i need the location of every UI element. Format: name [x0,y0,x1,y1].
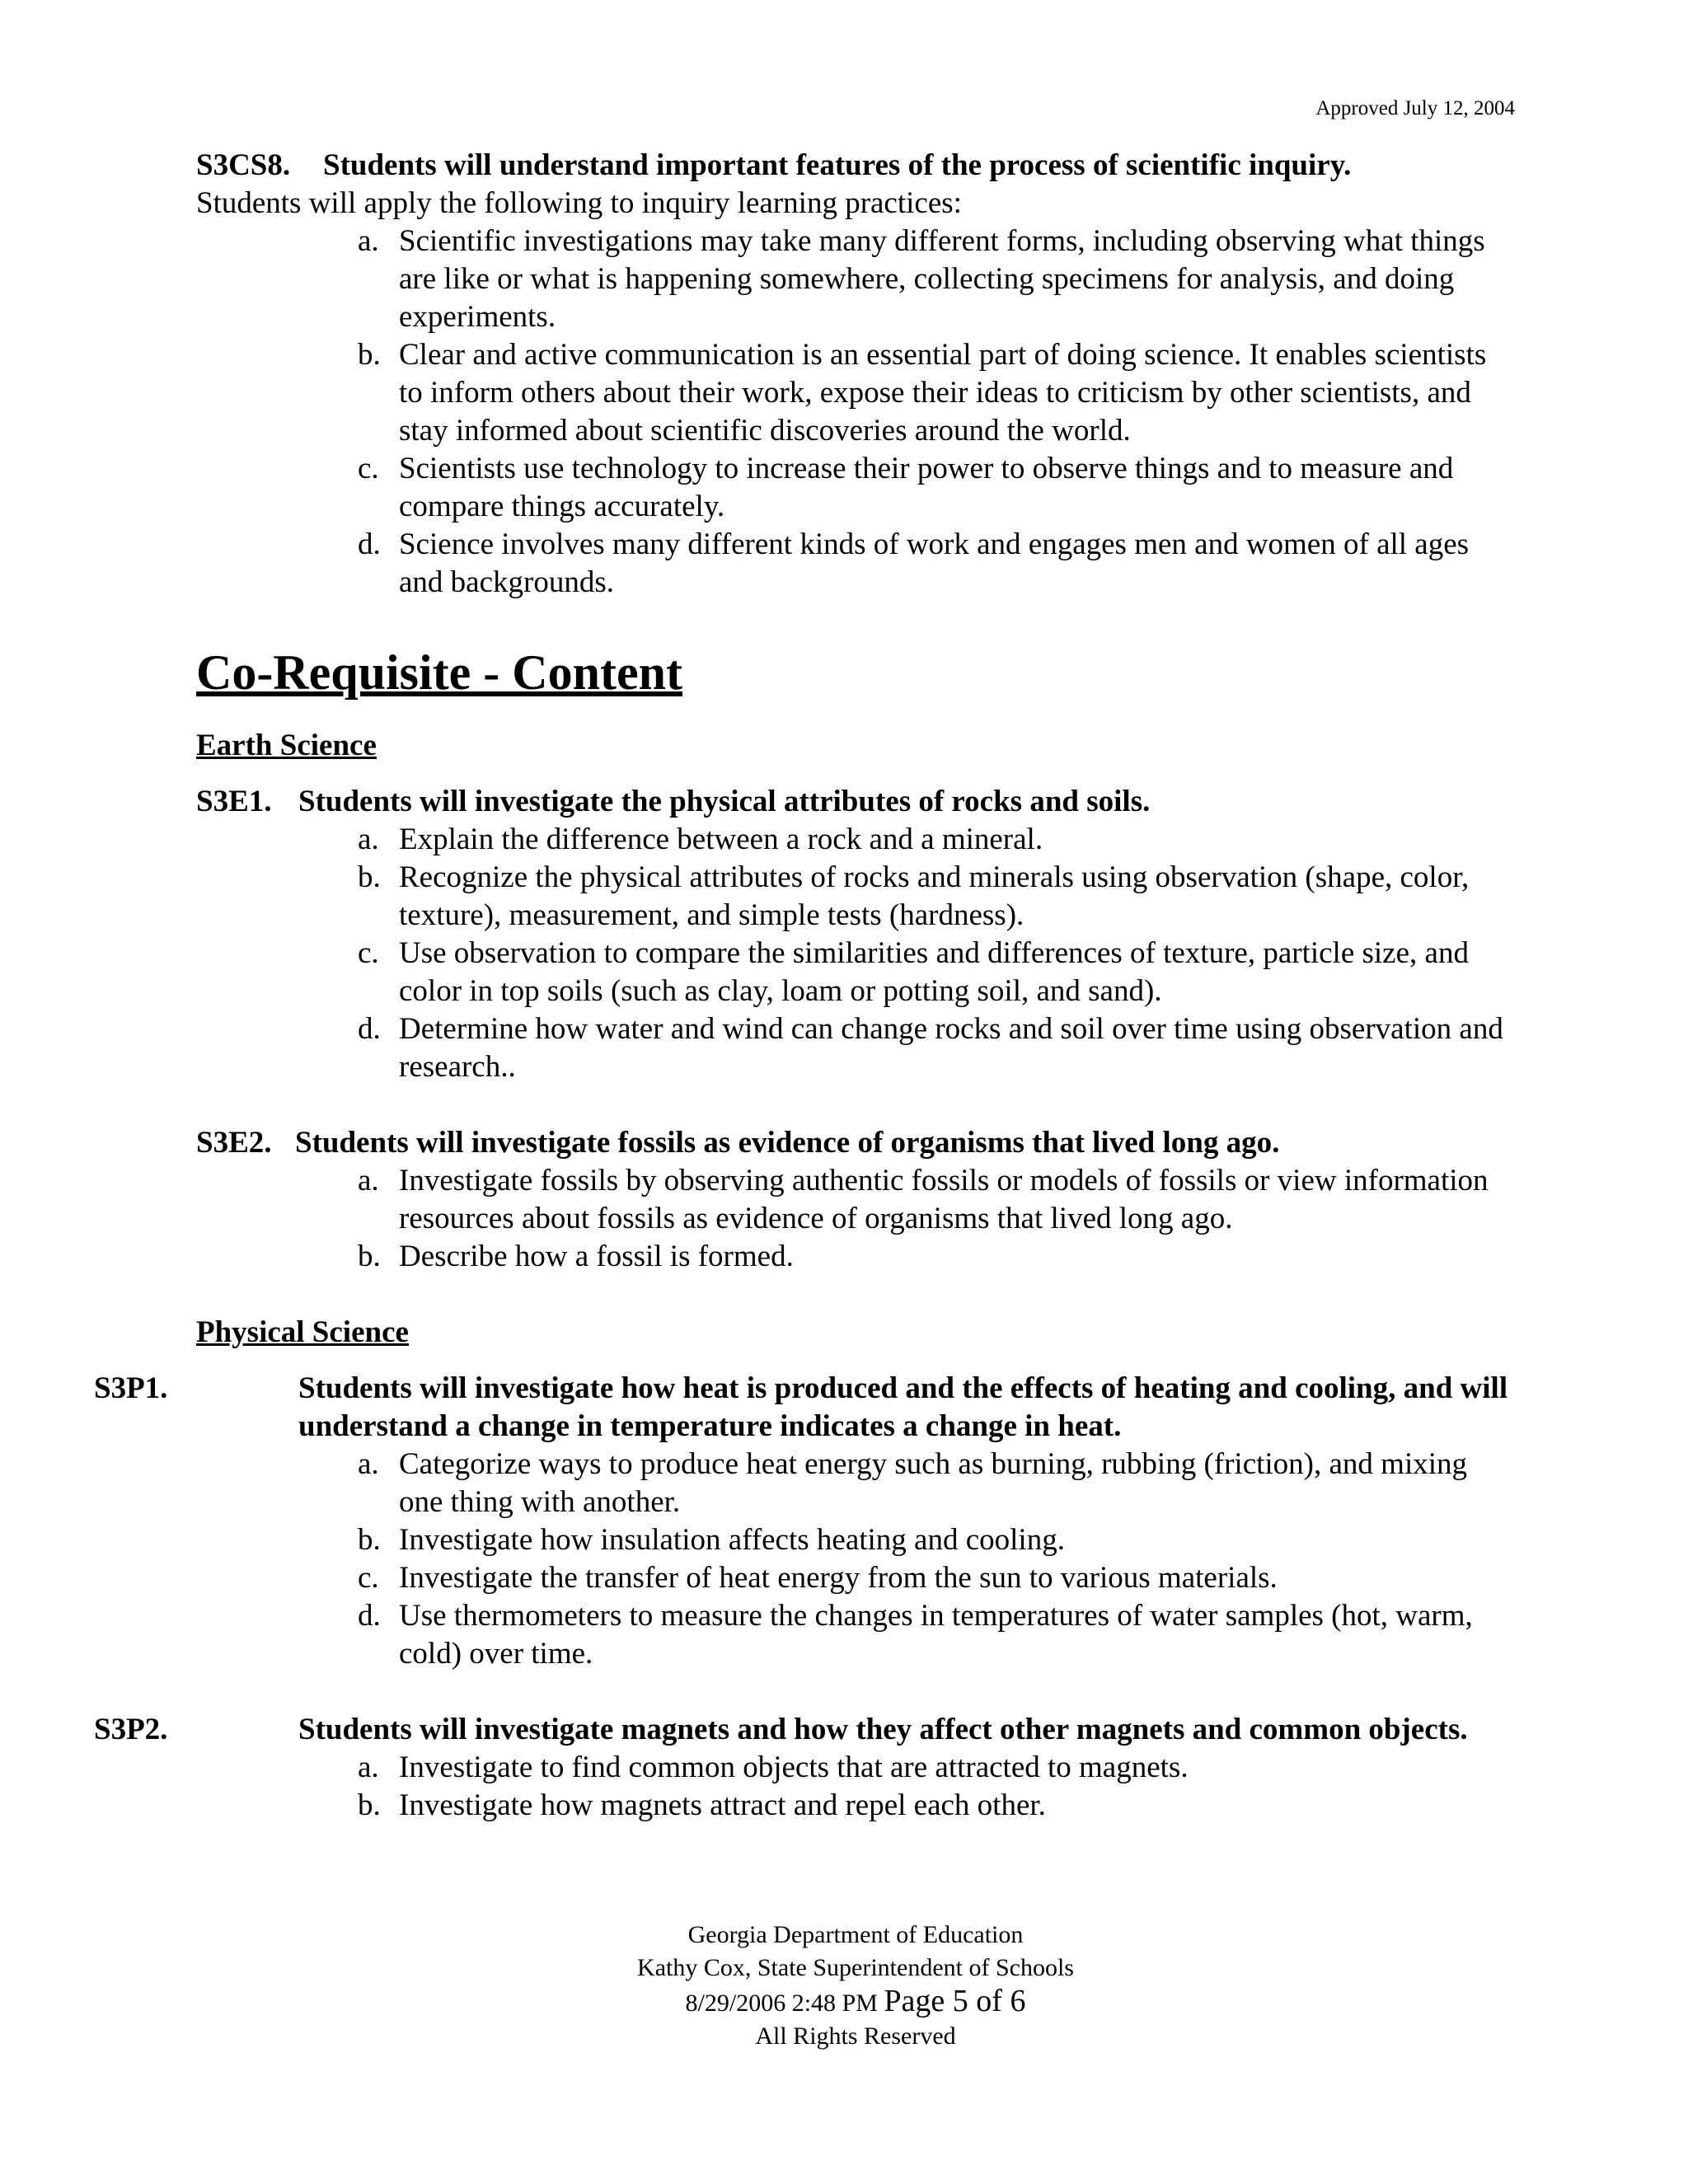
standard-title [196,1124,1515,1162]
item-text: Science involves many different kinds of work and engages men and women of all ages and backgrounds. [399,527,1470,599]
item-letter: a. [358,823,379,856]
standard-title-text: Students will investigate how heat is produced and the effects of heating and cooling, and will understand a change in temperature indicates a change in heat. [298,1371,1508,1443]
item-text: Investigate to find common objects that are attracted to magnets. [399,1750,1189,1784]
list-item [349,223,1515,336]
element-list [196,1162,1515,1276]
element-list [196,821,1515,1086]
item-text: Scientific investigations may take many different forms, including observing what things are like or what is happening somewhere, collecting specimens for analysis, and doing experiments. [399,224,1485,334]
standard-s3p2 [94,1711,1515,1825]
element-list [196,1749,1515,1825]
subsection-heading-earth-science: Earth Science [196,729,377,762]
item-text: Use observation to compare the similarities and differences of texture, particle size, and color in top soils (such as clay, loam or potting soil, and sand). [399,936,1469,1008]
list-item [349,859,1515,935]
item-letter: b. [358,1788,381,1822]
standard-code: S3P1. [94,1371,168,1405]
standard-code: S3P2. [94,1713,168,1746]
item-letter: b. [358,1523,381,1557]
item-letter: a. [358,1164,379,1197]
footer-date-page [196,1985,1515,2020]
list-item [349,1787,1515,1825]
item-text: Use thermometers to measure the changes in temperatures of water samples (hot, warm, cold) over time. [399,1599,1473,1671]
item-letter: c. [358,452,379,485]
element-list [196,1446,1515,1673]
footer-timestamp: 8/29/2006 2:48 PM [685,1990,878,2017]
standard-title-text: Students will investigate fossils as evidence of organisms that lived long ago. [295,1126,1280,1160]
list-item [349,1162,1515,1238]
list-item [349,336,1515,450]
item-text: Describe how a fossil is formed. [399,1240,794,1273]
item-letter: a. [358,1750,379,1784]
item-text: Investigate how insulation affects heating and cooling. [399,1523,1065,1557]
standard-s3p1 [94,1370,1515,1673]
standard-title-text: Students will understand important features of the process of scientific inquiry. [323,148,1352,182]
item-letter: b. [358,1240,381,1273]
list-item [349,1010,1515,1086]
footer-superintendent: Kathy Cox, State Superintendent of Schools [637,1954,1074,1981]
standard-title [94,1370,1515,1446]
standard-intro: Students will apply the following to inquiry learning practices: [196,186,962,220]
standard-title [196,147,1515,185]
item-letter: d. [358,1599,381,1633]
item-letter: c. [358,936,379,970]
item-text: Clear and active communication is an essential part of doing science. It enables scientists to inform others about their work, expose their ideas to criticism by other scientists, and stay informed about scientific discoveries around the world. [399,338,1487,448]
item-text: Investigate the transfer of heat energy from the sun to various materials. [399,1561,1278,1595]
element-list [196,223,1515,602]
standard-code: S3CS8. [196,148,291,182]
item-letter: d. [358,1012,381,1046]
standard-code: S3E2. [196,1126,272,1160]
page-number: Page 5 of 6 [884,1984,1026,2018]
document-page [94,0,1515,2184]
list-item [349,450,1515,526]
item-text: Recognize the physical attributes of rocks and minerals using observation (shape, color, texture), measurement, and simple tests (hardness). [399,860,1470,932]
item-text: Explain the difference between a rock and a mineral. [399,823,1043,856]
list-item [349,821,1515,859]
item-text: Categorize ways to produce heat energy such as burning, rubbing (friction), and mixing one thing with another. [399,1447,1468,1519]
list-item [349,1446,1515,1521]
item-letter: b. [358,860,381,894]
item-text: Investigate how magnets attract and repel each other. [399,1788,1046,1822]
approval-date: Approved July 12, 2004 [1315,97,1515,120]
item-letter: b. [358,338,381,372]
subsection-heading-physical-science: Physical Science [196,1315,409,1349]
list-item [349,935,1515,1010]
item-text: Investigate fossils by observing authentic fossils or models of fossils or view information resources about fossils as evidence of organisms that lived long ago. [399,1164,1489,1235]
item-text: Scientists use technology to increase their power to observe things and to measure and compare things accurately. [399,452,1454,523]
list-item [349,526,1515,602]
list-item [349,1521,1515,1559]
list-item [349,1238,1515,1276]
page-footer [196,1919,1515,2053]
list-item [349,1597,1515,1673]
list-item [349,1749,1515,1787]
item-letter: a. [358,224,379,258]
standard-title-text: Students will investigate the physical attributes of rocks and soils. [298,785,1151,818]
document-content [94,147,1515,1825]
standard-code: S3E1. [196,785,272,818]
standard-title-text: Students will investigate magnets and how they affect other magnets and common objects. [298,1713,1468,1746]
standard-title [196,783,1515,821]
item-letter: a. [358,1447,379,1481]
footer-department: Georgia Department of Education [687,1921,1024,1948]
standard-title [94,1711,1515,1749]
item-letter: c. [358,1561,379,1595]
standard-s3e1 [196,783,1515,1086]
section-heading: Co-Requisite - Content [196,645,682,700]
item-letter: d. [358,527,381,561]
footer-rights: All Rights Reserved [755,2022,956,2050]
standard-s3e2 [196,1124,1515,1276]
list-item [349,1559,1515,1597]
standard-s3cs8 [196,147,1515,602]
item-text: Determine how water and wind can change rocks and soil over time using observation and research.. [399,1012,1503,1084]
